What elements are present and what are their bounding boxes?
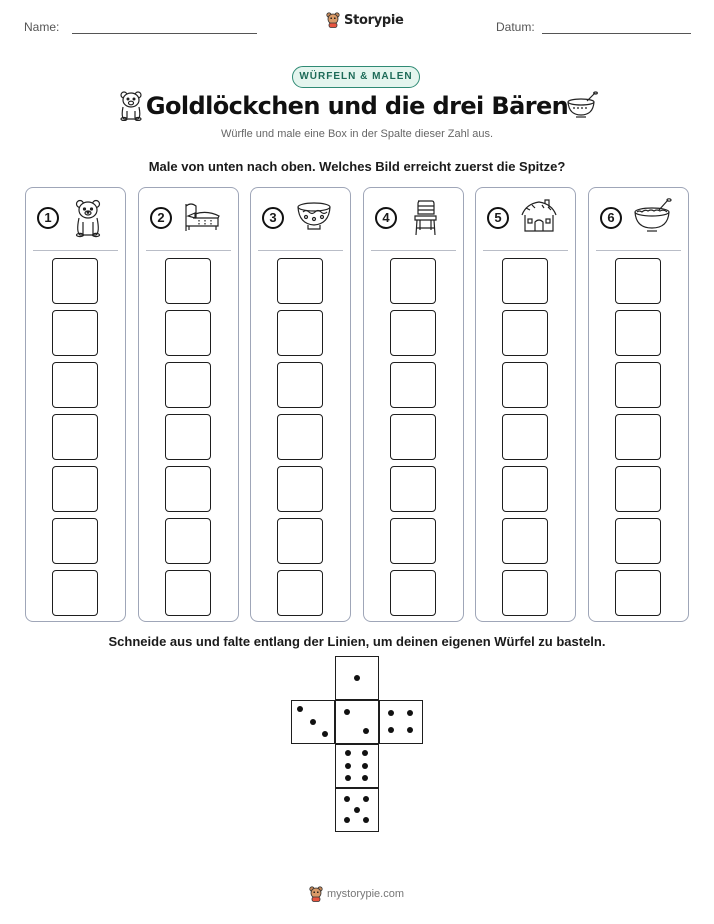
color-box[interactable] bbox=[502, 466, 548, 512]
die-face-2 bbox=[335, 700, 379, 744]
column-header bbox=[139, 188, 238, 250]
color-box[interactable] bbox=[390, 570, 436, 616]
brand-logo bbox=[326, 12, 404, 28]
color-box[interactable] bbox=[277, 310, 323, 356]
column-5 bbox=[475, 187, 576, 622]
column-number: 1 bbox=[37, 207, 59, 229]
brand-name: Storypie bbox=[344, 12, 404, 28]
color-box[interactable] bbox=[615, 414, 661, 460]
column-divider bbox=[483, 250, 568, 251]
color-box[interactable] bbox=[165, 414, 211, 460]
porridge-bowl-icon bbox=[565, 91, 599, 119]
die-pip bbox=[363, 796, 369, 802]
color-box[interactable] bbox=[615, 518, 661, 564]
instruction-text: Male von unten nach oben. Welches Bild erreicht zuerst die Spitze? bbox=[148, 159, 566, 174]
column-header bbox=[589, 188, 688, 250]
column-6 bbox=[588, 187, 689, 622]
column-header bbox=[251, 188, 350, 250]
column-divider bbox=[33, 250, 118, 251]
die-pip bbox=[310, 719, 316, 725]
cut-instruction-text: Schneide aus und falte entlang der Linien, um deinen eigenen Würfel zu basteln. bbox=[108, 634, 606, 649]
color-box[interactable] bbox=[165, 258, 211, 304]
date-line[interactable] bbox=[542, 33, 691, 34]
color-box[interactable] bbox=[165, 518, 211, 564]
color-box[interactable] bbox=[277, 362, 323, 408]
name-label: Name: bbox=[24, 20, 60, 34]
column-number: 2 bbox=[150, 207, 172, 229]
column-divider bbox=[596, 250, 681, 251]
die-pip bbox=[344, 709, 350, 715]
color-box[interactable] bbox=[390, 414, 436, 460]
die-pip bbox=[362, 775, 368, 781]
column-number: 4 bbox=[375, 207, 397, 229]
die-pip bbox=[362, 763, 368, 769]
column-number: 3 bbox=[262, 207, 284, 229]
color-box[interactable] bbox=[390, 518, 436, 564]
die-pip bbox=[407, 727, 413, 733]
column-header bbox=[26, 188, 125, 250]
die-pip bbox=[363, 817, 369, 823]
die-face-5 bbox=[335, 788, 379, 832]
page-title: Goldlöckchen und die drei Bären bbox=[145, 92, 569, 120]
color-box[interactable] bbox=[390, 362, 436, 408]
column-divider bbox=[146, 250, 231, 251]
column-header bbox=[364, 188, 463, 250]
color-box[interactable] bbox=[502, 258, 548, 304]
color-box[interactable] bbox=[52, 466, 98, 512]
die-pip bbox=[345, 763, 351, 769]
color-box[interactable] bbox=[390, 258, 436, 304]
color-box[interactable] bbox=[615, 258, 661, 304]
die-pip bbox=[322, 731, 328, 737]
die-pip bbox=[388, 727, 394, 733]
color-box[interactable] bbox=[502, 310, 548, 356]
column-number: 5 bbox=[487, 207, 509, 229]
column-1 bbox=[25, 187, 126, 622]
die-face-1 bbox=[335, 656, 379, 700]
die-face-4 bbox=[379, 700, 423, 744]
die-pip bbox=[354, 807, 360, 813]
color-box[interactable] bbox=[502, 414, 548, 460]
color-box[interactable] bbox=[277, 518, 323, 564]
column-3 bbox=[250, 187, 351, 622]
color-box[interactable] bbox=[165, 362, 211, 408]
date-label: Datum: bbox=[496, 20, 535, 34]
bear-mascot-icon bbox=[309, 886, 323, 902]
die-pip bbox=[354, 675, 360, 681]
color-box[interactable] bbox=[277, 414, 323, 460]
bowl-icon bbox=[295, 198, 333, 232]
column-header bbox=[476, 188, 575, 250]
footer-url: mystorypie.com bbox=[327, 888, 405, 900]
color-box[interactable] bbox=[277, 258, 323, 304]
color-box[interactable] bbox=[277, 570, 323, 616]
color-box[interactable] bbox=[615, 310, 661, 356]
page-subtitle: Würfle und male eine Box in der Spalte dieser Zahl aus. bbox=[220, 128, 494, 140]
die-pip bbox=[345, 775, 351, 781]
color-box[interactable] bbox=[502, 362, 548, 408]
color-box[interactable] bbox=[52, 414, 98, 460]
die-pip bbox=[407, 710, 413, 716]
die-pip bbox=[362, 750, 368, 756]
color-box[interactable] bbox=[277, 466, 323, 512]
die-pip bbox=[297, 706, 303, 712]
bear-icon bbox=[70, 198, 106, 238]
die-pip bbox=[344, 796, 350, 802]
color-box[interactable] bbox=[52, 362, 98, 408]
bed-icon bbox=[183, 198, 221, 232]
color-box[interactable] bbox=[390, 466, 436, 512]
color-box[interactable] bbox=[165, 466, 211, 512]
footer bbox=[309, 886, 404, 902]
column-2 bbox=[138, 187, 239, 622]
color-box[interactable] bbox=[390, 310, 436, 356]
name-line[interactable] bbox=[72, 33, 257, 34]
color-box[interactable] bbox=[52, 570, 98, 616]
die-pip bbox=[388, 710, 394, 716]
color-box[interactable] bbox=[165, 310, 211, 356]
chair-icon bbox=[408, 198, 442, 238]
die-pip bbox=[344, 817, 350, 823]
color-box[interactable] bbox=[502, 518, 548, 564]
color-box[interactable] bbox=[165, 570, 211, 616]
die-pip bbox=[363, 728, 369, 734]
porridge-icon bbox=[633, 198, 673, 234]
color-box[interactable] bbox=[52, 310, 98, 356]
bear-mascot-icon bbox=[326, 12, 340, 28]
activity-badge: WÜRFELN & MALEN bbox=[292, 66, 420, 88]
color-box[interactable] bbox=[615, 466, 661, 512]
column-4 bbox=[363, 187, 464, 622]
color-box[interactable] bbox=[502, 570, 548, 616]
column-divider bbox=[258, 250, 343, 251]
column-number: 6 bbox=[600, 207, 622, 229]
color-box[interactable] bbox=[52, 258, 98, 304]
die-pip bbox=[345, 750, 351, 756]
color-box[interactable] bbox=[52, 518, 98, 564]
die-face-6 bbox=[335, 744, 379, 788]
color-box[interactable] bbox=[615, 570, 661, 616]
cottage-icon bbox=[520, 198, 558, 234]
column-divider bbox=[371, 250, 456, 251]
color-box[interactable] bbox=[615, 362, 661, 408]
die-face-3 bbox=[291, 700, 335, 744]
